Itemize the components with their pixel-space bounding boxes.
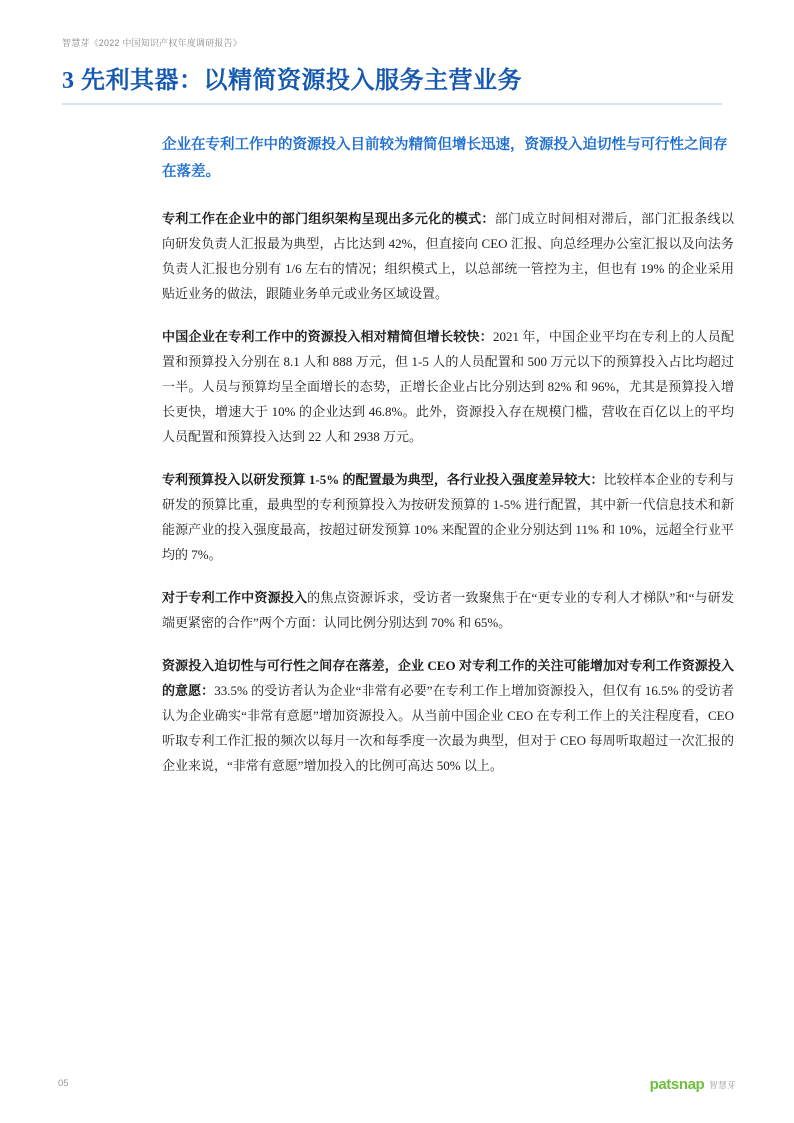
- paragraph-text: 2021 年，中国企业平均在专利上的人员配置和预算投入分别在 8.1 人和 888 万元，但 1-5 人的人员配置和 500 万元以下的预算投入占比均超过一半。人员与预算均呈全面增长的态势，正增长企业占比分别达到 82% 和 96%，尤其是预算投入增长更快，增速大于 10% 的企业达到 46.8%。此外，资源投入存在规模门槛，营收在百亿以上的平均人员配置和预算投入达到 22 人和 2938 万元。: [162, 329, 734, 444]
- paragraph-text: 比较样本企业的专利与研发的预算比重，最典型的专利预算投入为按研发预算的 1-5% 进行配置，其中新一代信息技术和新能源产业的投入强度最高，按超过研发预算 10% 来配置的企业分别达到 11% 和 10%，远超全行业平均的 7%。: [162, 472, 734, 562]
- running-head: 智慧芽《2022 中国知识产权年度调研报告》: [62, 38, 242, 48]
- paragraph: [162, 206, 734, 306]
- brand-logo: [650, 1076, 736, 1093]
- paragraph-text: 的焦点资源诉求，受访者一致聚焦于在“更专业的专利人才梯队”和“与研发端更紧密的合作”两个方面：认同比例分别达到 70% 和 65%。: [162, 590, 734, 630]
- paragraph-lead-in: 专利预算投入以研发预算 1-5% 的配置最为典型，各行业投入强度差异较大：: [162, 472, 604, 487]
- paragraph: [162, 324, 734, 449]
- patsnap-logo-icon: patsnap: [649, 1076, 705, 1093]
- brand-logo-cn-label: 智慧芽: [709, 1079, 736, 1090]
- paragraph-lead-in: 专利工作在企业中的部门组织架构呈现出多元化的模式：: [162, 211, 495, 226]
- paragraph-text: 部门成立时间相对滞后，部门汇报条线以向研发负责人汇报最为典型，占比达到 42%，但直接向 CEO 汇报、向总经理办公室汇报以及向法务负责人汇报也分别有 1/6 左右的情况；组织模式上，以总部统一管控为主，但也有 19% 的企业采用贴近业务的做法，跟随业务单元或业务区域设置。: [162, 211, 734, 301]
- paragraph: [162, 653, 734, 778]
- chapter-header: [62, 60, 732, 105]
- page-title: 3 先利其器：以精简资源投入服务主营业务: [62, 68, 522, 94]
- paragraph-lead-in: 资源投入迫切性与可行性之间存在落差，企业 CEO 对专利工作的关注可能增加对专利工作资源投入的意愿：: [162, 658, 734, 698]
- page-number: 05: [58, 1078, 69, 1089]
- article-body: [162, 132, 734, 796]
- paragraph: [162, 585, 734, 635]
- paragraph-lead-in: 对于专利工作中资源投入: [162, 590, 308, 605]
- paragraph-text: 33.5% 的受访者认为企业“非常有必要”在专利工作上增加资源投入，但仅有 16.5% 的受访者认为企业确实“非常有意愿”增加资源投入。从当前中国企业 CEO 在专利工作上的关注程度看，CEO 听取专利工作汇报的频次以每月一次和每季度一次最为典型，但对于 CEO 每周听取超过一次汇报的企业来说，“非常有意愿”增加投入的比例可高达 50% 以上。: [162, 683, 734, 773]
- lead-paragraph: 企业在专利工作中的资源投入目前较为精简但增长迅速，资源投入迫切性与可行性之间存在落差。: [162, 137, 728, 180]
- title-divider: [62, 103, 722, 105]
- paragraph: [162, 467, 734, 567]
- paragraph-lead-in: 中国企业在专利工作中的资源投入相对精简但增长较快：: [162, 329, 493, 344]
